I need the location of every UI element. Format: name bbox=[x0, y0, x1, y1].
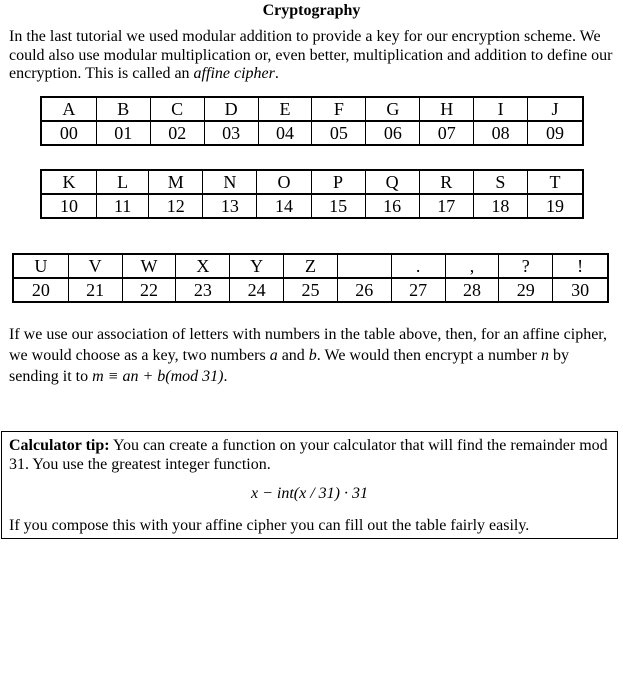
letter-cell: Z bbox=[284, 254, 338, 278]
letter-cell: R bbox=[419, 170, 473, 194]
letter-table-u-to-punctuation bbox=[12, 253, 609, 303]
calculator-tip-box bbox=[1, 431, 618, 539]
number-cell: 17 bbox=[419, 194, 473, 218]
para-text: and bbox=[277, 347, 309, 364]
variable-b: b bbox=[308, 347, 317, 364]
letters-row bbox=[41, 170, 583, 194]
letter-cell: K bbox=[41, 170, 97, 194]
letter-table-k-to-t bbox=[40, 169, 584, 219]
exclamation-cell: ! bbox=[553, 254, 608, 278]
number-cell: 16 bbox=[365, 194, 419, 218]
number-cell: 20 bbox=[13, 278, 68, 302]
tip-label: Calculator tip: bbox=[9, 437, 110, 454]
number-cell: 30 bbox=[553, 278, 608, 302]
letter-cell: V bbox=[68, 254, 122, 278]
letter-cell: N bbox=[203, 170, 257, 194]
page-title: Cryptography bbox=[262, 2, 361, 19]
letter-cell: D bbox=[204, 97, 258, 121]
letter-cell: I bbox=[474, 97, 528, 121]
number-cell: 14 bbox=[257, 194, 311, 218]
number-cell: 29 bbox=[499, 278, 553, 302]
letter-cell: E bbox=[258, 97, 312, 121]
variable-a: a bbox=[269, 347, 278, 364]
number-cell: 05 bbox=[312, 121, 366, 145]
number-cell: 04 bbox=[258, 121, 312, 145]
intro-paragraph bbox=[9, 28, 615, 84]
para-text: . We would then encrypt a number bbox=[316, 347, 541, 364]
number-cell: 21 bbox=[68, 278, 122, 302]
letter-cell: Q bbox=[365, 170, 419, 194]
intro-emphasis: affine cipher bbox=[193, 65, 275, 82]
letter-cell: G bbox=[366, 97, 420, 121]
number-cell: 06 bbox=[366, 121, 420, 145]
number-cell: 13 bbox=[203, 194, 257, 218]
comma-cell: , bbox=[445, 254, 499, 278]
number-cell: 19 bbox=[527, 194, 583, 218]
number-cell: 28 bbox=[445, 278, 499, 302]
formula-text: x − int(x / 31) · 31 bbox=[251, 485, 368, 502]
number-cell: 12 bbox=[149, 194, 203, 218]
tip-closing-text: If you compose this with your affine cipher you can fill out the table fairly easily. bbox=[9, 517, 530, 534]
period-cell: . bbox=[391, 254, 445, 278]
number-cell: 03 bbox=[204, 121, 258, 145]
numbers-row bbox=[13, 278, 608, 302]
letter-cell: B bbox=[96, 97, 150, 121]
number-cell: 10 bbox=[41, 194, 97, 218]
letter-cell: U bbox=[13, 254, 68, 278]
letter-cell: Y bbox=[230, 254, 284, 278]
number-cell: 23 bbox=[176, 278, 230, 302]
letters-row bbox=[41, 97, 583, 121]
number-cell: 18 bbox=[473, 194, 527, 218]
letter-cell: A bbox=[41, 97, 96, 121]
para-text: If we use our association of letters with numbers in the table above, then, for an affine cipher, we would choose as a key, two numbers bbox=[9, 326, 607, 364]
tip-text: You can create a function on your calculator that will find the remainder mod 31. You use the greatest integer function. bbox=[9, 437, 608, 473]
numbers-row bbox=[41, 121, 583, 145]
number-cell: 07 bbox=[420, 121, 474, 145]
letter-cell: T bbox=[527, 170, 583, 194]
para-text: . bbox=[223, 368, 228, 385]
number-cell: 24 bbox=[230, 278, 284, 302]
number-cell: 15 bbox=[311, 194, 365, 218]
question-mark-cell: ? bbox=[499, 254, 553, 278]
number-cell: 26 bbox=[337, 278, 391, 302]
para-text: by sending it to bbox=[9, 347, 569, 385]
number-cell: 22 bbox=[122, 278, 176, 302]
letter-cell: F bbox=[312, 97, 366, 121]
encryption-formula: m ≡ an + b(mod 31) bbox=[92, 368, 224, 385]
intro-text-end: . bbox=[274, 65, 279, 82]
letter-table-a-to-j bbox=[40, 96, 584, 146]
number-cell: 00 bbox=[41, 121, 96, 145]
variable-n: n bbox=[540, 347, 549, 364]
letter-cell: O bbox=[257, 170, 311, 194]
affine-cipher-paragraph bbox=[9, 324, 615, 387]
numbers-row bbox=[41, 194, 583, 218]
letter-cell: S bbox=[473, 170, 527, 194]
letter-cell: M bbox=[149, 170, 203, 194]
letter-cell: L bbox=[97, 170, 149, 194]
number-cell: 02 bbox=[150, 121, 204, 145]
intro-text: In the last tutorial we used modular addition to provide a key for our encryption scheme. We could also use modular multiplication or, even better, multiplication and addition to define our encryption. This is called an bbox=[9, 28, 613, 82]
number-cell: 09 bbox=[528, 121, 583, 145]
number-cell: 25 bbox=[284, 278, 338, 302]
number-cell: 08 bbox=[474, 121, 528, 145]
tip-paragraph bbox=[9, 436, 615, 474]
letter-cell: J bbox=[528, 97, 583, 121]
letter-cell: P bbox=[311, 170, 365, 194]
number-cell: 27 bbox=[391, 278, 445, 302]
number-cell: 01 bbox=[96, 121, 150, 145]
letter-cell: W bbox=[122, 254, 176, 278]
letter-cell: X bbox=[176, 254, 230, 278]
letters-row bbox=[13, 254, 608, 278]
remainder-formula bbox=[2, 485, 617, 503]
letter-cell: C bbox=[150, 97, 204, 121]
number-cell: 11 bbox=[97, 194, 149, 218]
space-cell bbox=[337, 254, 391, 278]
letter-cell: H bbox=[420, 97, 474, 121]
